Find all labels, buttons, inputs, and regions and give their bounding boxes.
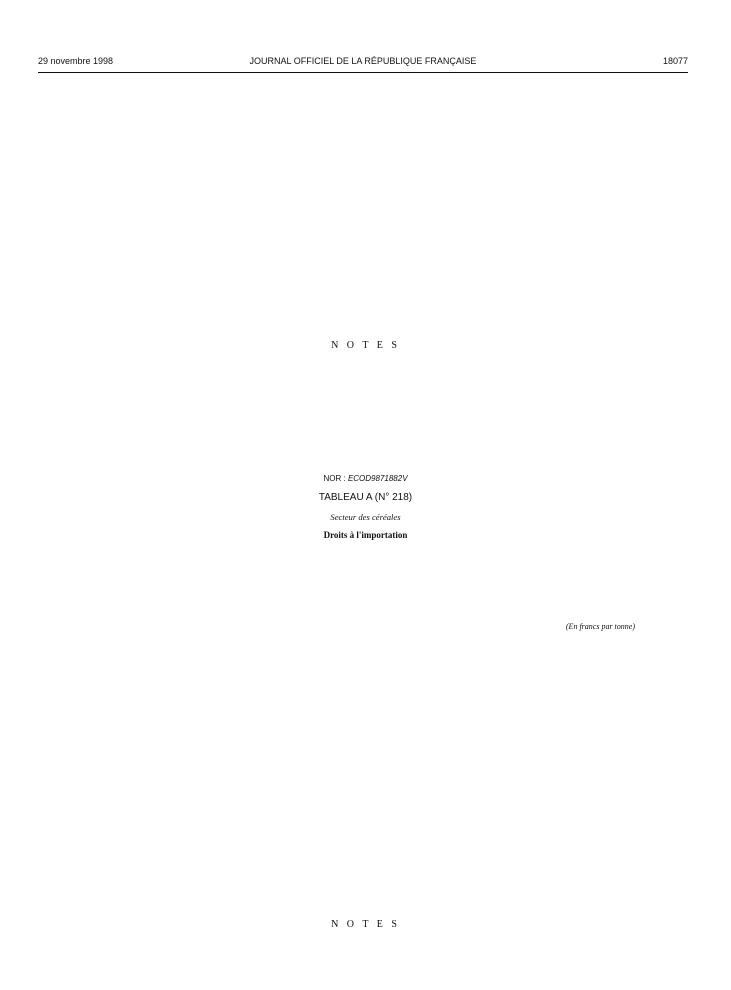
header-page-number: 18077 [662, 56, 688, 66]
notes-title-1: N O T E S [331, 340, 400, 351]
nor-label: NOR : [323, 474, 346, 483]
unit-note: (En francs par tonne) [565, 622, 635, 631]
nor-reference [0, 474, 731, 483]
notes-title-2: N O T E S [331, 919, 400, 930]
tableau-title: TABLEAU A (N° 218) [318, 492, 413, 503]
sector-subtitle: Secteur des céréales [330, 512, 401, 522]
header-date: 29 novembre 1998 [38, 56, 114, 66]
section-title-import-duties: Droits à l'importation [323, 530, 408, 540]
header-journal: JOURNAL OFFICIEL DE LA RÉPUBLIQUE FRANÇAISE [249, 56, 477, 66]
nor-value: ECOD9871882V [347, 474, 408, 483]
page-header [38, 56, 688, 70]
header-rule [38, 72, 688, 73]
